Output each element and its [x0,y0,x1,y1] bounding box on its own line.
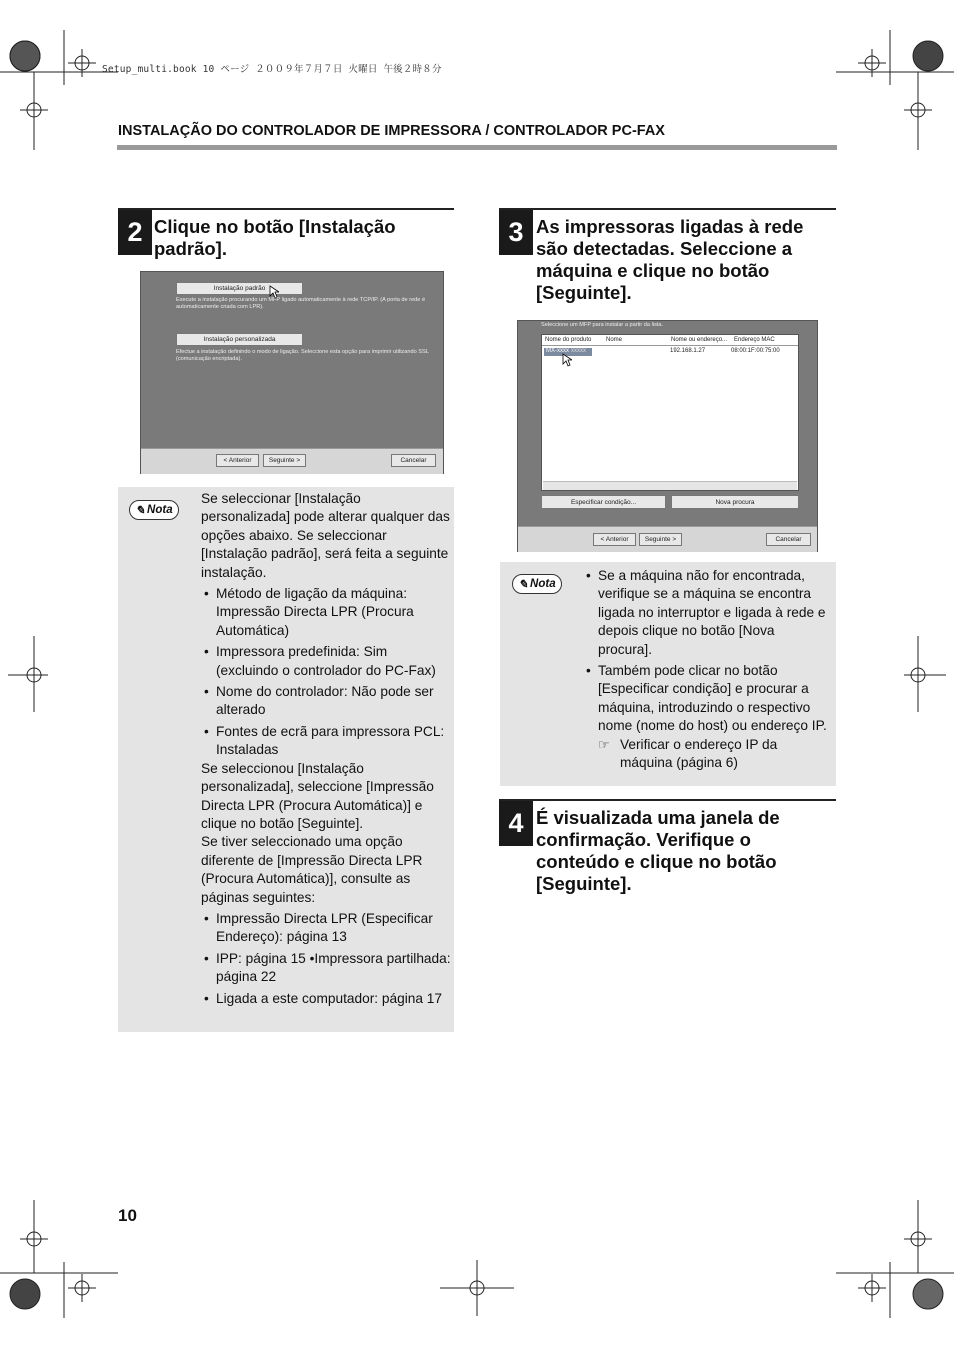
running-head: INSTALAÇÃO DO CONTROLADOR DE IMPRESSORA / CONTROLADOR PC-FAX [118,123,665,139]
note-2-content [583,564,831,772]
step-2-rule [118,208,454,210]
step-2-text: Clique no botão [Instalação padrão]. [154,216,396,259]
list-header-divider [542,345,798,346]
note-2-bullet: • Também pode clicar no botão [Especificar condição] e procurar a máquina, introduzindo o respectivo nome (nome do host) ou endereço IP. [583,662,831,736]
header-rule [117,145,837,150]
cancel-button[interactable]: Cancelar [766,533,811,546]
printer-list [541,334,799,491]
note-2-reference [598,736,831,773]
step-3-text: As impressoras ligadas à rede são detectadas. Seleccione a máquina e clique no botão [Seguinte]. [536,216,804,303]
note-badge-2 [512,574,562,594]
back-button[interactable]: < Anterior [216,454,259,467]
note-1-bullet: • Método de ligação da máquina: Impressão Directa LPR (Procura Automática) [201,585,451,640]
standard-install-description: Execute a instalação procurando um MFP ligado automaticamente à rede TCP/IP. (A porta de rede é automaticamente criada com LPR). [176,297,426,310]
note-1-bullet: • Fontes de ecrã para impressora PCL: Instaladas [201,723,451,760]
note-2-reference-text: Verificar o endereço IP da máquina (página 6) [620,736,778,771]
column-header-product[interactable]: Nome do produto [545,337,592,343]
step-4-rule [499,799,836,801]
cancel-button[interactable]: Cancelar [391,454,436,467]
mouse-cursor-icon [562,353,572,367]
note-box-1 [118,487,454,1032]
pointing-hand-icon: ☞ [598,736,610,752]
column-header-address[interactable]: Nome ou endereço... [671,337,728,343]
note-1-bullet: • Impressão Directa LPR (Especificar Endereço): página 13 [201,910,451,947]
note-label-2: Nota [530,578,556,590]
note-2-bullet: • Se a máquina não for encontrada, verifique se a máquina se encontra ligada no interruptor e ligada à rede e depois clique no botão [Nova procura]. [583,567,831,659]
next-button[interactable]: Seguinte > [263,454,306,467]
custom-install-description: Efectue a instalação definindo o modo de ligação. Seleccione esta opção para imprimir utilizando SSL (comunicação encriptada). [176,349,429,362]
wizard-button-bar [141,448,443,474]
note-1-bullet: • Impressora predefinida: Sim (excluindo o controlador do PC-Fax) [201,643,451,680]
row-address: 192.168.1.27 [670,348,706,354]
step-3-rule [499,208,836,210]
pencil-icon: ✎ [135,505,146,517]
note-box-2 [500,562,836,786]
back-button[interactable]: < Anterior [593,533,636,546]
step-3-number: 3 [499,210,533,255]
page-number: 10 [118,1206,137,1225]
row-name: xxxxx [571,348,586,354]
custom-install-button[interactable]: Instalação personalizada [176,333,303,346]
new-search-button[interactable]: Nova procura [671,495,799,509]
specify-condition-button[interactable]: Especificar condição... [541,495,666,509]
printer-search-screenshot [517,320,818,552]
note-1-bullet: • Nome do controlador: Não pode ser alterado [201,683,451,720]
next-button[interactable]: Seguinte > [639,533,682,546]
step-2-number: 2 [118,210,152,255]
note-label-1: Nota [147,504,173,516]
step-4-number: 4 [499,801,533,846]
standard-install-button[interactable]: Instalação padrão [176,282,303,295]
note-badge-1 [129,500,179,520]
column-header-name[interactable]: Nome [606,337,623,343]
note-1-bullet: • Ligada a este computador: página 17 [201,990,451,1008]
note-1-content [201,490,451,1011]
row-mac: 08:00:1F:00:75:00 [731,348,780,354]
note-1-paragraph-1: Se seleccionar [Instalação personalizada] pode alterar qualquer das opções abaixo. Se seleccionar [Instalação padrão], será feita a seguinte instalação. [201,491,450,580]
step-4-text: É visualizada uma janela de confirmação. Verifique o conteúdo e clique no botão [Seguinte]. [536,807,780,894]
note-1-bullet: • IPP: página 15 •Impressora partilhada: página 22 [201,950,451,987]
search-instruction: Seleccione um MFP para instalar a partir da lista. [541,322,664,328]
column-header-mac[interactable]: Endereço MAC [734,337,775,343]
note-1-paragraph-2: Se seleccionou [Instalação personalizada], seleccione [Impressão Directa LPR (Procura Automática)] e clique no botão [Seguinte]. [201,760,434,831]
installation-type-screenshot [140,271,444,474]
print-metadata: Setup_multi.book 10 ページ ２００９年７月７日 火曜日 午後２時８分 [102,64,442,75]
horizontal-scrollbar[interactable] [543,481,797,490]
wizard-button-bar [518,526,817,552]
note-1-paragraph-3: Se tiver seleccionado uma opção diferente de [Impressão Directa LPR (Procura Automática)], consulte as páginas seguintes: [201,834,423,905]
table-row[interactable] [543,348,797,356]
row-product: MX-xxxx [546,348,569,354]
pencil-icon: ✎ [518,579,529,591]
